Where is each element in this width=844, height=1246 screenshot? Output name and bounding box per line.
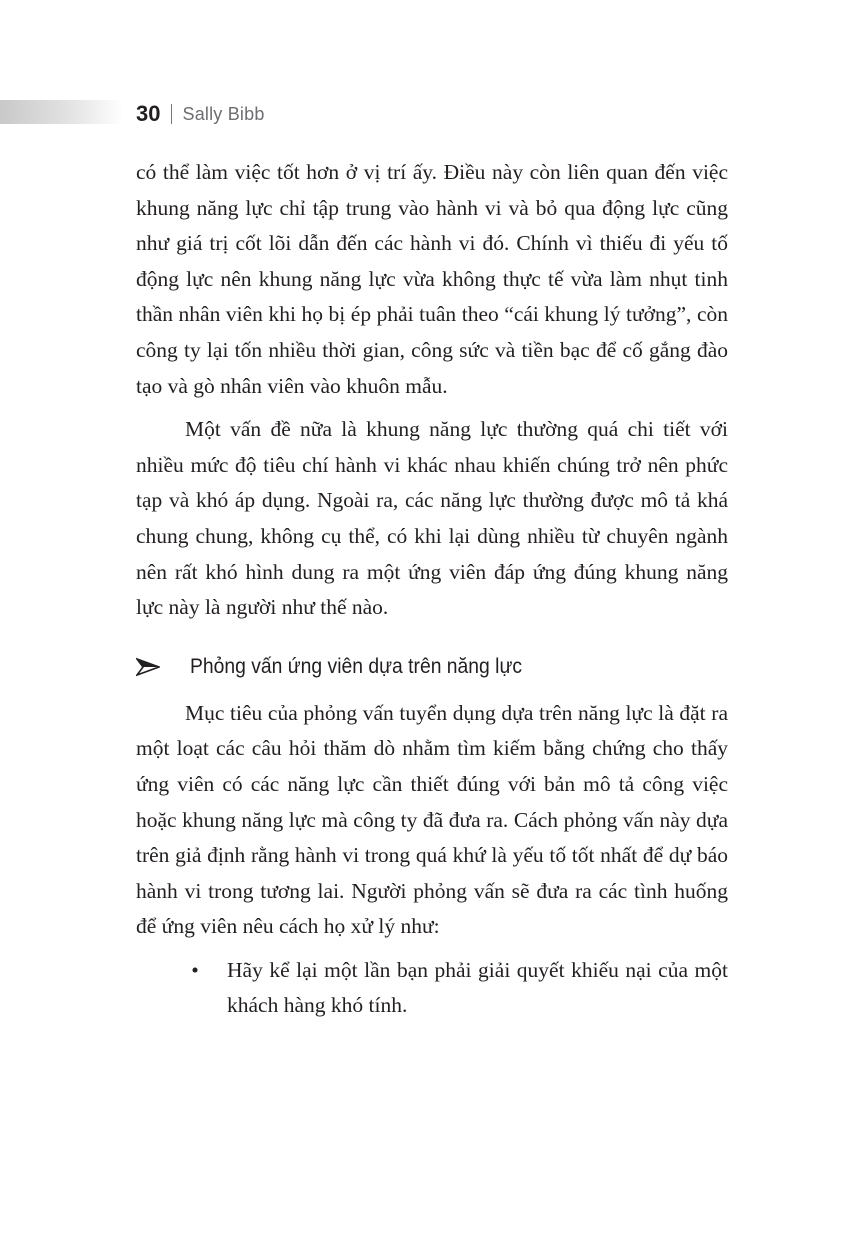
paragraph-continued: có thể làm việc tốt hơn ở vị trí ấy. Điều này còn liên quan đến việc khung năng lực chỉ tập trung vào hành vi và bỏ qua động lực cũng như giá trị cốt lõi dẫn đến các hành vi đó. Chính vì thiếu đi yếu tố động lực nên khung năng lực vừa không thực tế vừa làm nhụt tinh thần nhân viên khi họ bị ép phải tuân theo “cái khung lý tưởng”, còn công ty lại tốn nhiều thời gian, công sức và tiền bạc để cố gắng đào tạo và gò nhân viên vào khuôn mẫu. xyxy=(136,160,728,398)
section-heading-text: Phỏng vấn ứng viên dựa trên năng lực xyxy=(190,654,523,678)
page-body xyxy=(136,155,728,1024)
paragraph-interview-goal: Mục tiêu của phỏng vấn tuyển dụng dựa trên năng lực là đặt ra một loạt các câu hỏi thăm dò nhằm tìm kiếm bằng chứng cho thấy ứng viên có các năng lực cần thiết đúng với bản mô tả công việc hoặc khung năng lực mà công ty đã đưa ra. Cách phỏng vấn này dựa trên giả định rằng hành vi trong quá khứ là yếu tố tốt nhất để dự báo hành vi trong tương lai. Người phỏng vấn sẽ đưa ra các tình huống để ứng viên nêu cách họ xử lý như: xyxy=(136,700,728,939)
page-header xyxy=(136,98,265,130)
list-item xyxy=(136,953,728,1024)
header-gradient-bar xyxy=(0,100,124,124)
bullet-text: Hãy kể lại một lần bạn phải giải quyết khiếu nại của một khách hàng khó tính. xyxy=(227,957,728,1018)
running-head-author: Sally Bibb xyxy=(182,103,265,124)
paragraph-competency-complexity: Một vấn đề nữa là khung năng lực thường quá chi tiết với nhiều mức độ tiêu chí hành vi khác nhau khiến chúng trở nên phức tạp và khó áp dụng. Ngoài ra, các năng lực thường được mô tả khá chung chung, không cụ thể, có khi lại dùng nhiều từ chuyên ngành nên rất khó hình dung ra một ứng viên đáp ứng đúng khung năng lực này là người như thế nào. xyxy=(136,417,728,620)
bullet-list xyxy=(136,953,728,1024)
arrowhead-bullet-icon xyxy=(136,657,160,677)
section-heading xyxy=(136,650,728,684)
header-divider xyxy=(171,104,172,124)
page-number: 30 xyxy=(136,101,161,126)
bullet-marker: • xyxy=(191,957,199,982)
